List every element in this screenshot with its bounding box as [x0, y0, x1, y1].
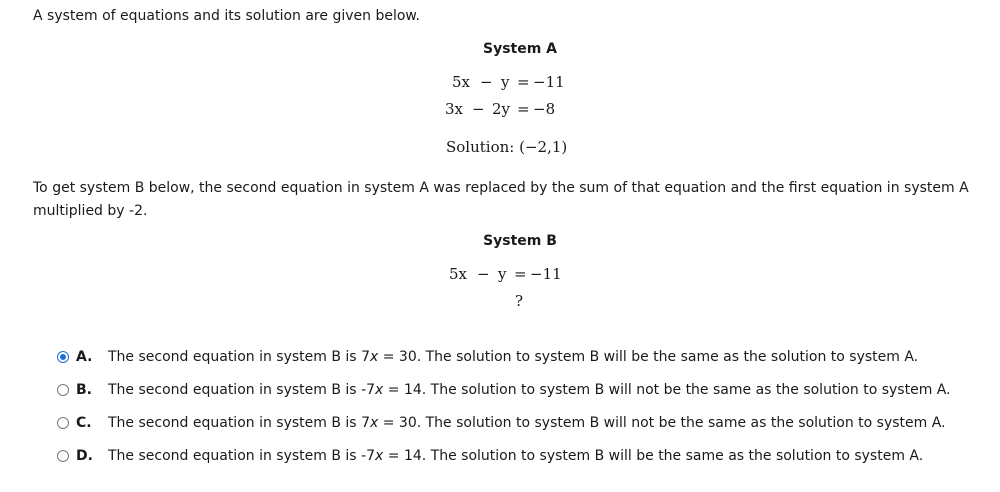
- option-d-radio[interactable]: [57, 450, 69, 462]
- system-b-title: System B: [483, 233, 557, 249]
- option-c-radio[interactable]: [57, 417, 69, 429]
- sys-b-eq1-term2: y: [498, 265, 507, 283]
- option-b-text: [108, 382, 951, 398]
- option-a-text-post: = 30. The solution to system B will be the same as the solution to system A.: [378, 349, 919, 365]
- option-a-radio[interactable]: [57, 351, 69, 363]
- radio-selected-dot: [60, 354, 66, 360]
- option-d-letter: D.: [76, 448, 93, 464]
- sys-a-eq1-term1: 5x: [452, 73, 471, 91]
- option-a-var: x: [369, 349, 379, 365]
- sys-a-eq1-rhs: −11: [533, 73, 565, 91]
- option-b[interactable]: [57, 378, 951, 402]
- sys-b-eq1-term1: 5x: [449, 265, 468, 283]
- sys-a-eq2-equals: =: [517, 100, 530, 118]
- system-a-title: System A: [482, 41, 558, 57]
- option-b-radio[interactable]: [57, 384, 69, 396]
- option-b-letter: B.: [76, 382, 92, 398]
- sys-b-eq1-equals: =: [514, 265, 527, 283]
- option-d-var: x: [375, 448, 384, 464]
- option-b-text-pre: The second equation in system B is: [108, 382, 362, 398]
- sys-a-eq2-op: −: [472, 100, 485, 118]
- option-b-coef: -7: [361, 382, 376, 398]
- sys-a-eq2-term2: 2y: [492, 100, 511, 118]
- option-c-text-post: = 30. The solution to system B will not be the same as the solution to system A.: [378, 415, 946, 431]
- option-d[interactable]: [57, 444, 923, 468]
- intro-text: A system of equations and its solution are given below.: [33, 8, 421, 24]
- option-a-coef: 7: [361, 349, 370, 365]
- option-d-text: [108, 448, 923, 464]
- option-c-text-pre: The second equation in system B is: [108, 415, 362, 431]
- option-c-text: [108, 415, 946, 431]
- system-a-solution: Solution: (−2,1): [446, 138, 568, 156]
- option-a[interactable]: [57, 345, 918, 369]
- sys-b-eq1-op: −: [477, 265, 490, 283]
- option-c-letter: C.: [76, 415, 92, 431]
- option-a-letter: A.: [76, 349, 93, 365]
- system-b-unknown-equation: ?: [515, 292, 524, 310]
- sys-a-eq1-term2: y: [501, 73, 510, 91]
- option-d-coef: -7: [361, 448, 376, 464]
- option-a-text: [108, 349, 918, 365]
- option-a-text-pre: The second equation in system B is: [108, 349, 362, 365]
- option-d-text-pre: The second equation in system B is: [108, 448, 362, 464]
- option-c-var: x: [369, 415, 379, 431]
- option-b-text-post: = 14. The solution to system B will not be the same as the solution to system A.: [383, 382, 951, 398]
- sys-a-eq2-rhs: −8: [533, 100, 556, 118]
- option-c[interactable]: [57, 411, 946, 435]
- option-d-text-post: = 14. The solution to system B will be the same as the solution to system A.: [383, 448, 924, 464]
- instruction-text: To get system B below, the second equation in system A was replaced by the sum of that equation and the first equation in system A multiplied by -2.: [33, 180, 969, 219]
- sys-a-eq1-equals: =: [517, 73, 530, 91]
- sys-a-eq2-term1: 3x: [445, 100, 464, 118]
- sys-b-eq1-rhs: −11: [530, 265, 562, 283]
- option-c-coef: 7: [361, 415, 370, 431]
- option-b-var: x: [375, 382, 384, 398]
- sys-a-eq1-op: −: [480, 73, 493, 91]
